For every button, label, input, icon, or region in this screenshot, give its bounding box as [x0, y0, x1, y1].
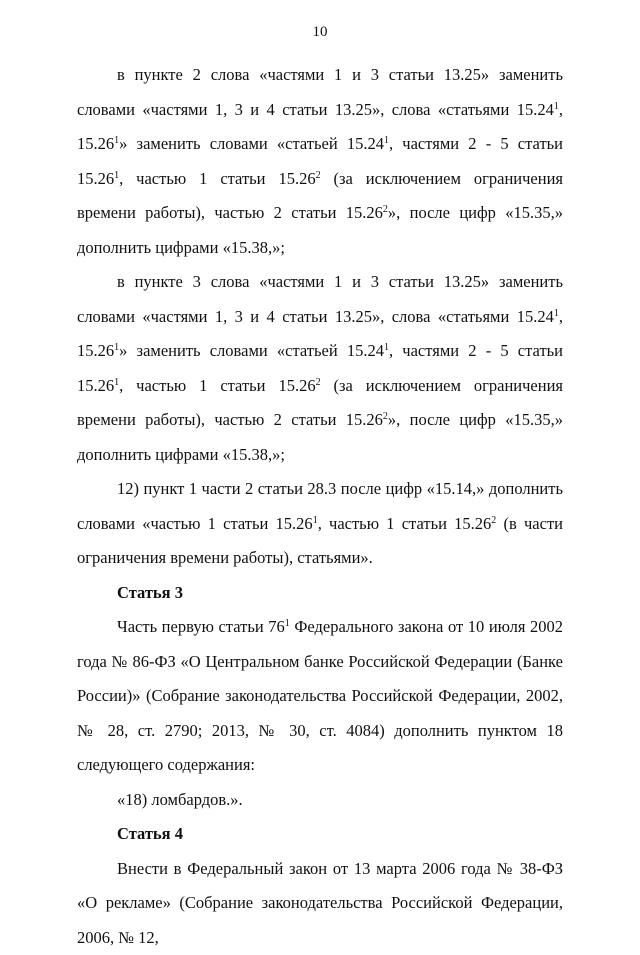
superscript: 2 [383, 204, 388, 215]
paragraph: в пункте 3 слова «частями 1 и 3 статьи 13.25» заменить словами «частями 1, 3 и 4 статьи 13.25», слова «статьями 15.24$^1$, 15.26$^1$» заменить словами «статьей 15.24$^1$, частями 2 - 5 статьи 15.26$^1$, частью 1 статьи 15.26$^2$ (за исключением ограничения времени работы), частью 2 статьи 15.26$^2$», после цифр «15.35,» дополнить цифрами «15.38,»; [77, 265, 563, 472]
paragraph: «18) ломбардов.». [77, 783, 563, 818]
document-body [77, 58, 563, 955]
superscript: 1 [114, 342, 119, 353]
superscript: 1 [114, 135, 119, 146]
superscript: 1 [313, 515, 318, 526]
superscript: 2 [316, 170, 321, 181]
article-heading: Статья 3 [77, 576, 563, 611]
superscript: 2 [383, 411, 388, 422]
superscript: 2 [316, 377, 321, 388]
superscript: 1 [285, 618, 290, 629]
paragraph: 12) пункт 1 части 2 статьи 28.3 после цифр «15.14,» дополнить словами «частью 1 статьи 15.26$^1$, частью 1 статьи 15.26$^2$ (в части ограничения времени работы), статьями». [77, 472, 563, 576]
paragraph: Внести в Федеральный закон от 13 марта 2006 года № 38-ФЗ «О рекламе» (Собрание законодательства Российской Федерации, 2006, № 12, [77, 852, 563, 955]
superscript: 1 [554, 101, 559, 112]
superscript: 1 [384, 135, 389, 146]
superscript: 1 [554, 308, 559, 319]
superscript: 1 [114, 377, 119, 388]
paragraph: Часть первую статьи $76^1$ Федерального закона от 10 июля 2002 года № 86-ФЗ «О Центральном банке Российской Федерации (Банке России)» (Собрание законодательства Российской Федерации, 2002, № 28, ст. 2790; 2013, № 30, ст. 4084) дополнить пунктом 18 следующего содержания: [77, 610, 563, 783]
superscript: 1 [384, 342, 389, 353]
page-number: 10 [0, 24, 640, 41]
superscript: 2 [491, 515, 496, 526]
superscript: 1 [114, 170, 119, 181]
article-heading: Статья 4 [77, 817, 563, 852]
paragraph: в пункте 2 слова «частями 1 и 3 статьи 13.25» заменить словами «частями 1, 3 и 4 статьи 13.25», слова «статьями 15.24$^1$, 15.26$^1$» заменить словами «статьей 15.24$^1$, частями 2 - 5 статьи 15.26$^1$, частью 1 статьи 15.26$^2$ (за исключением ограничения времени работы), частью 2 статьи 15.26$^2$», после цифр «15.35,» дополнить цифрами «15.38,»; [77, 58, 563, 265]
